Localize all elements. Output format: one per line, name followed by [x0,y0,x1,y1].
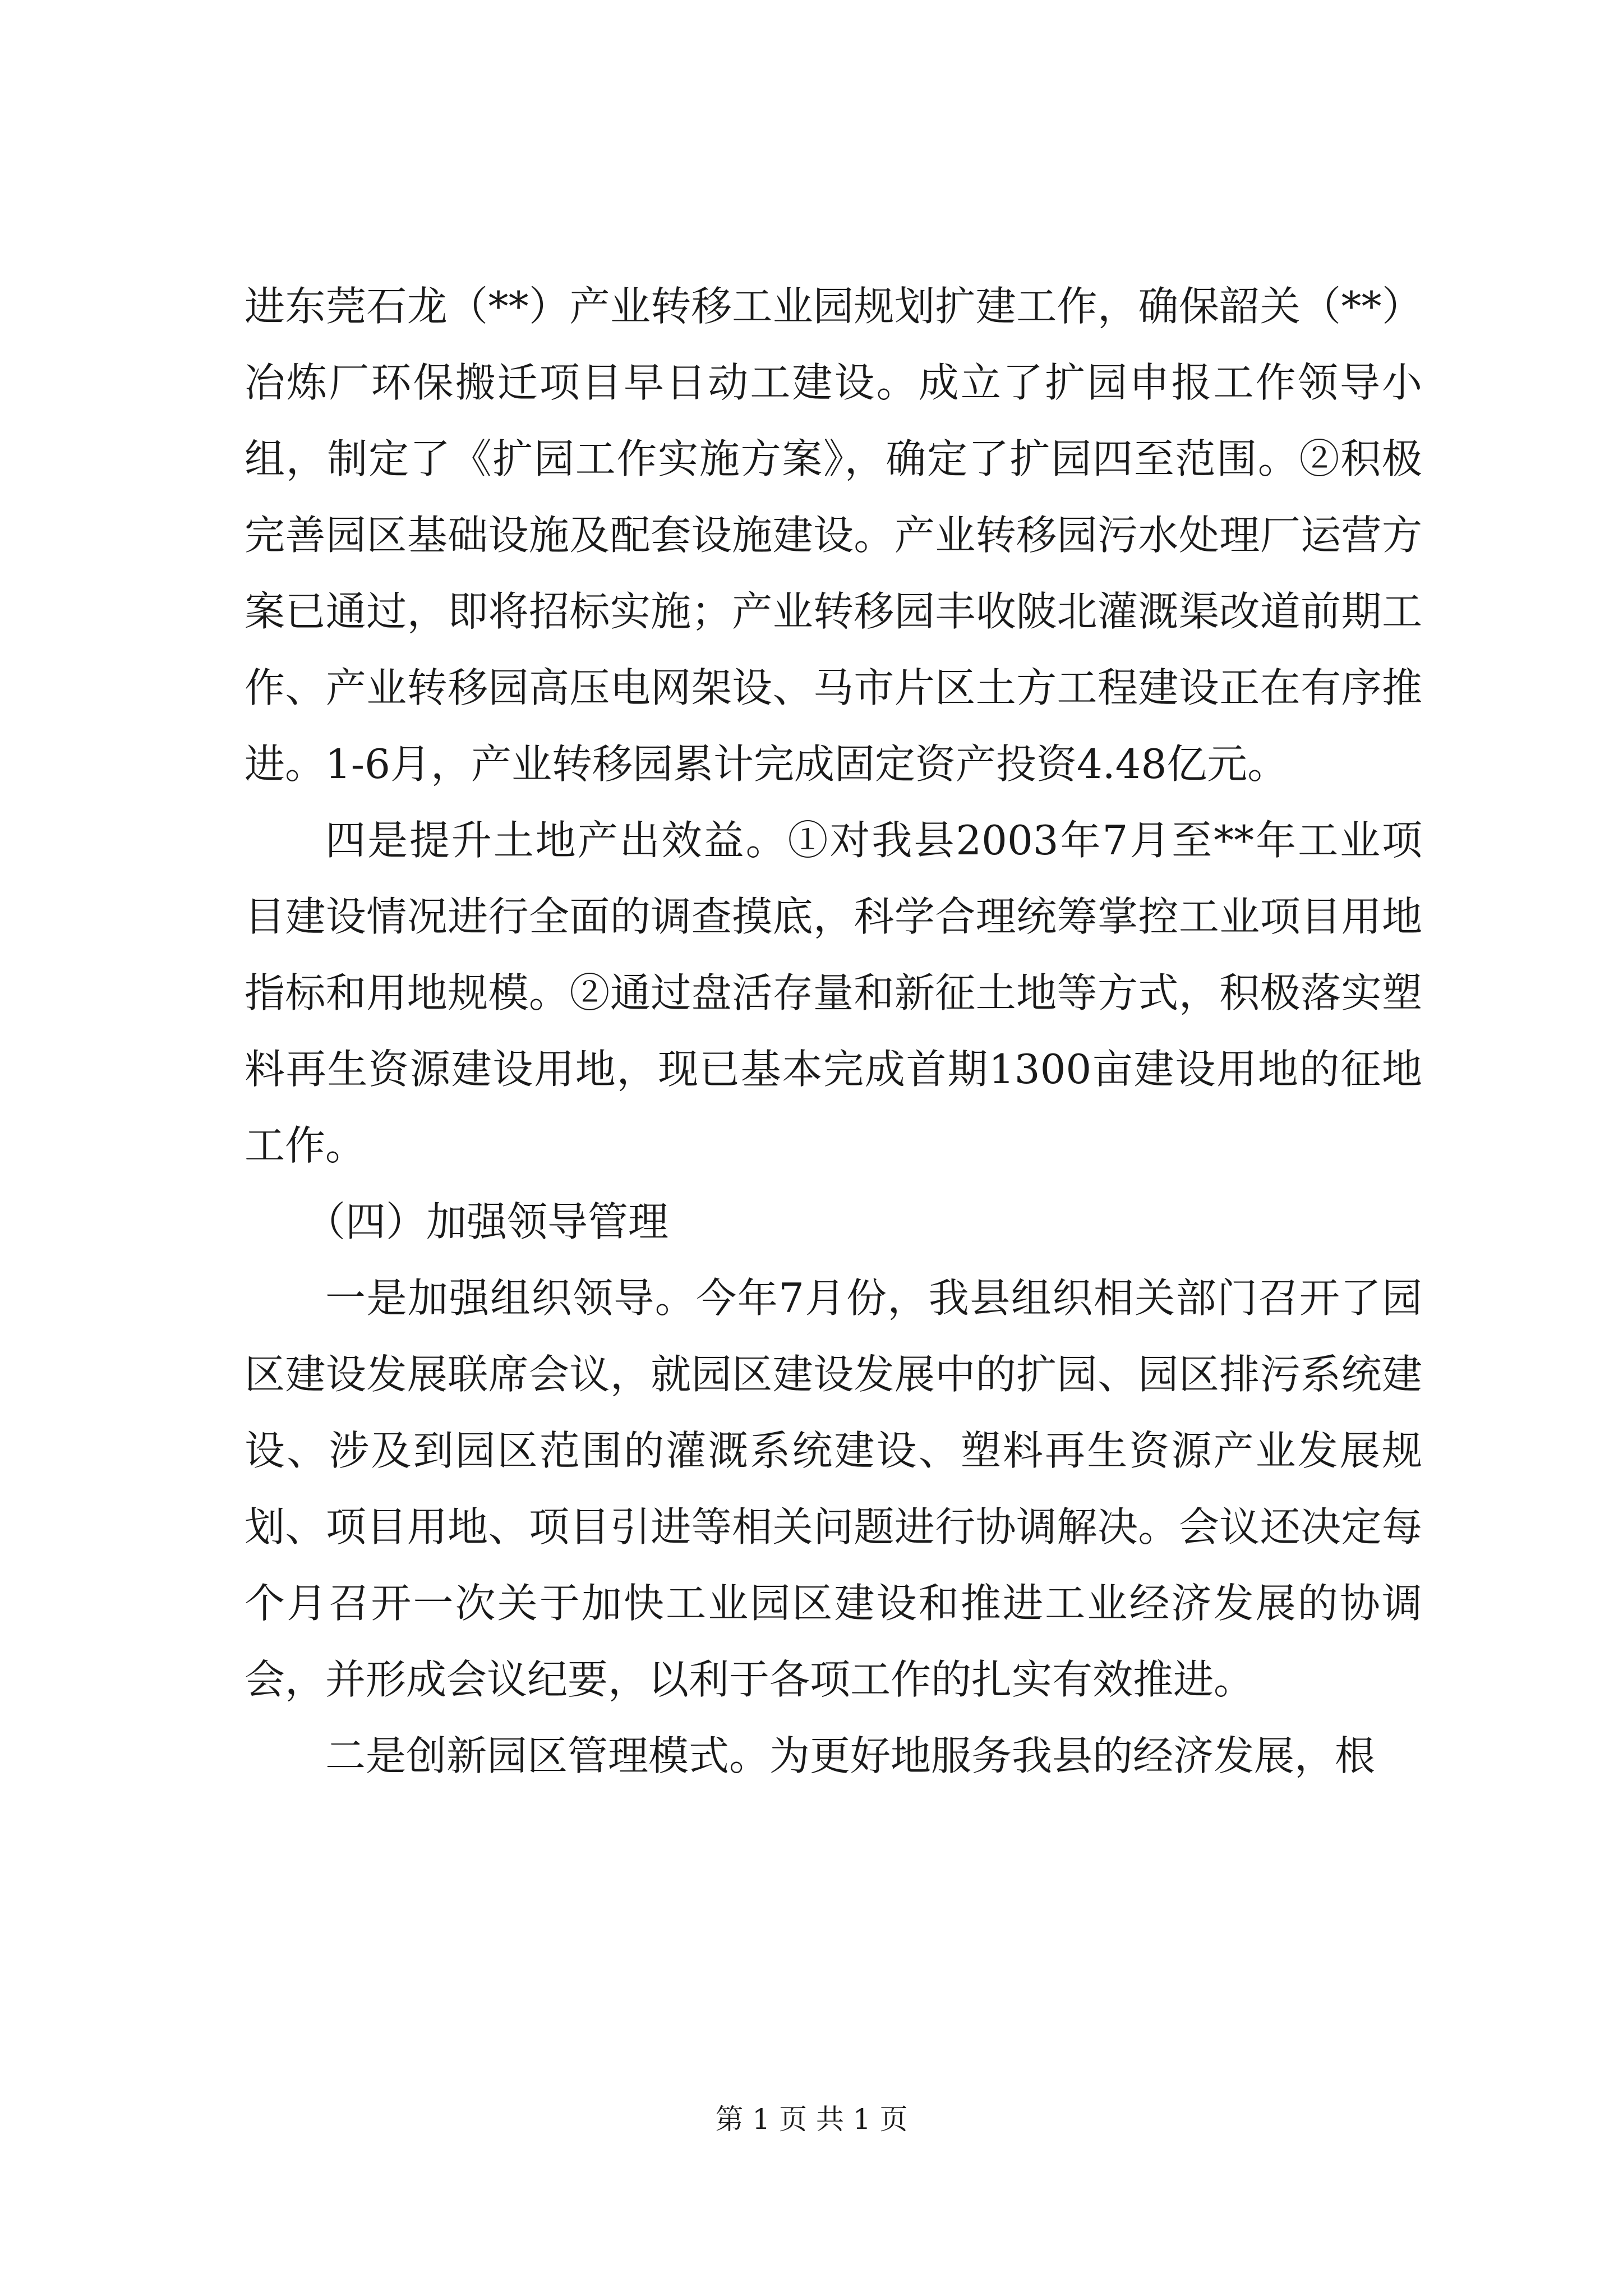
paragraph-management-model: 二是创新园区管理模式。为更好地服务我县的经济发展，根 [325,1732,1376,1779]
paragraph-organization-leadership: 一是加强组织领导。今年7月份，我县组织相关部门召开了园区建设发展联席会议，就园区建设发展中的扩园、园区排污系统建设、涉及到园区范围的灌溉系统建设、塑料再生资源产业发展规划、项目用地、项目引进等相关问题进行协调解决。会议还决定每个月召开一次关于加快工业园区建设和推进工业经济发展的协调会，并形成会议纪要，以利于各项工作的扎实有效推进。 [245,1274,1422,1703]
paragraph-continuation: 进东莞石龙（**）产业转移工业园规划扩建工作，确保韶关（**）冶炼厂环保搬迁项目早日动工建设。成立了扩园申报工作领导小组，制定了《扩园工作实施方案》，确定了扩园四至范围。②积极完善园区基础设施及配套设施建设。产业转移园污水处理厂运营方案已通过，即将招标实施；产业转移园丰收陂北灌溉渠改道前期工作、产业转移园高压电网架设、马市片区土方工程建设正在有序推进。1-6月，产业转移园累计完成固定资产投资4.48亿元。 [245,283,1422,788]
paragraph-land-efficiency: 四是提升土地产出效益。①对我县2003年7月至**年工业项目建设情况进行全面的调查摸底，科学合理统筹掌控工业项目用地指标和用地规模。②通过盘活存量和新征土地等方式，积极落实塑料再生资源建设用地，现已基本完成首期1300亩建设用地的征地工作。 [245,817,1422,1169]
section-heading: （四）加强领导管理 [305,1198,669,1245]
document-body [245,268,1422,1794]
page-footer: 第 1 页 共 1 页 [715,2103,908,2136]
